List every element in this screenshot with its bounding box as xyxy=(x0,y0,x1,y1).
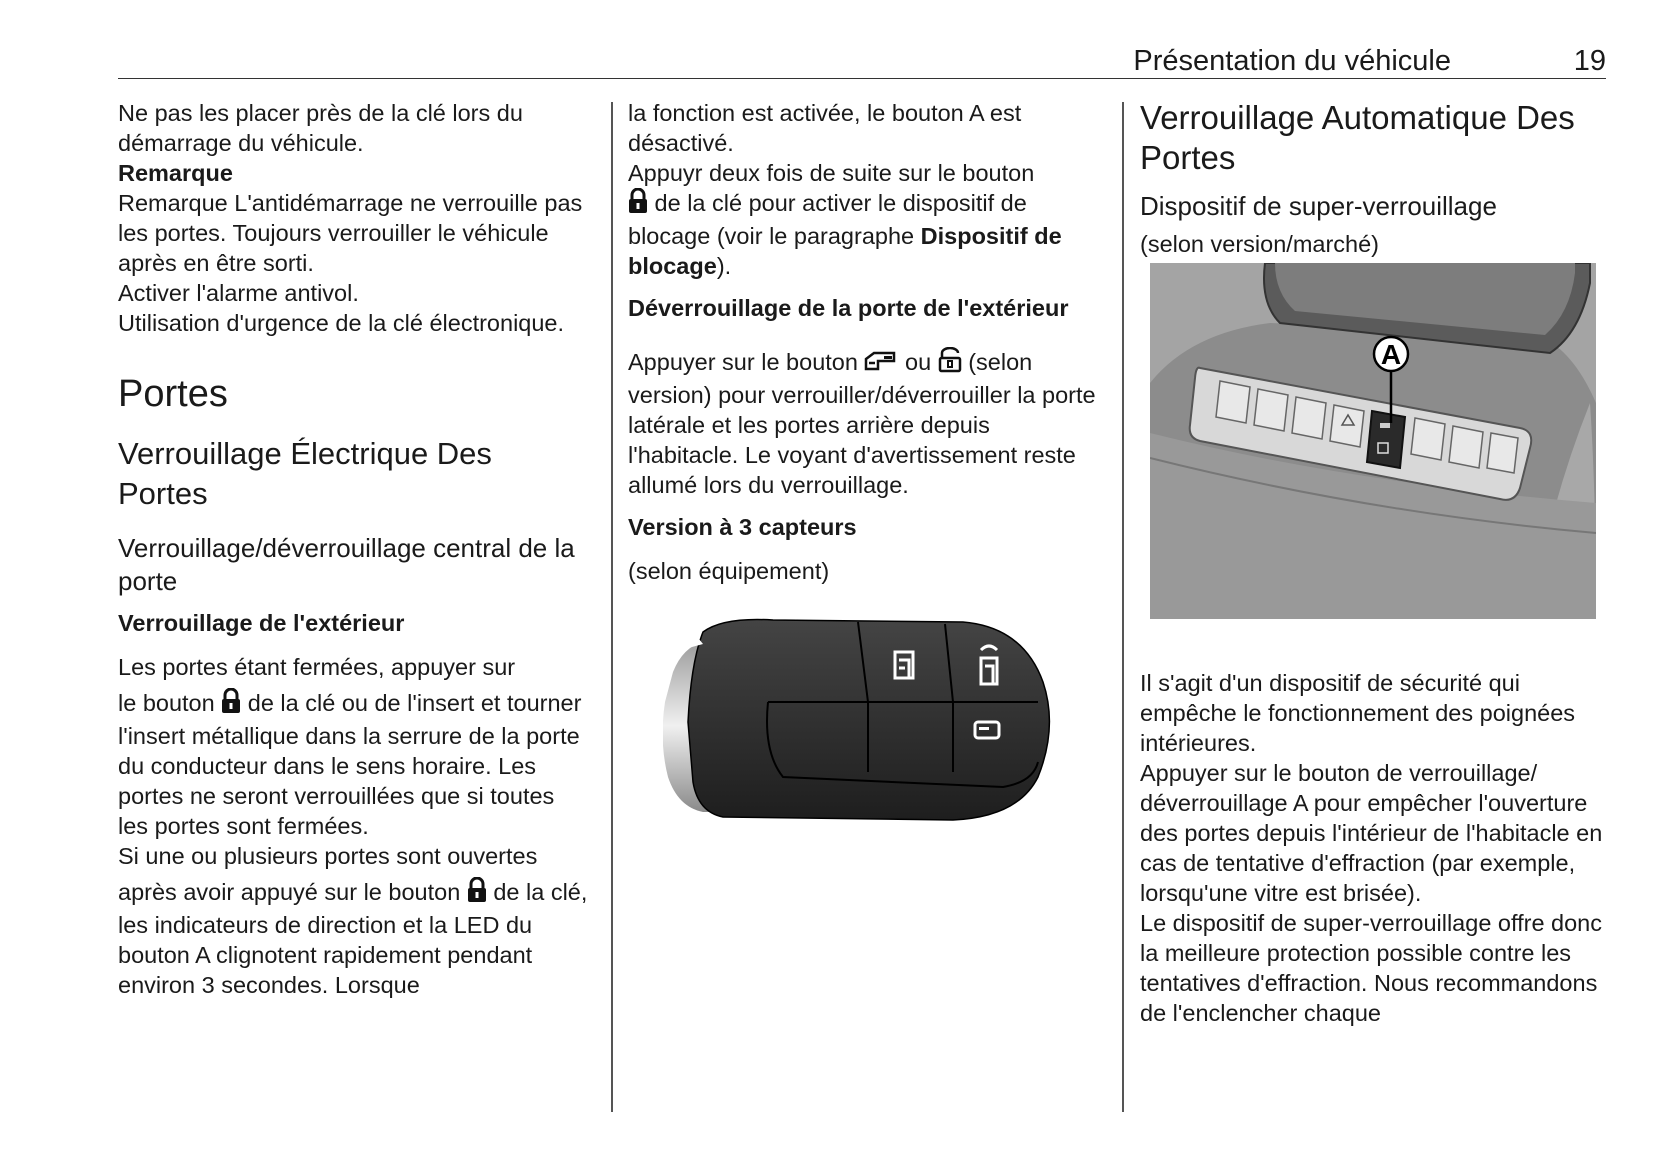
heading-central-locking: Verrouillage/déverrouillage central de la porte xyxy=(118,533,575,596)
heading-electric-locking: Verrouillage Électrique Des Portes xyxy=(118,436,492,511)
para-function-active: la fonction est activée, le bouton A est désactivé. xyxy=(628,100,1022,156)
para-version-market: (selon version/marché) xyxy=(1140,231,1380,257)
text-fragment: Appuyr deux fois de suite sur le bouton xyxy=(628,160,1035,186)
alarm-text: Activer l'alarme antivol. xyxy=(118,280,359,306)
para-best-protection: Le dispositif de super-verrouillage offre donc la meilleure protection possible contre les tentatives d'effraction. Nous recommandons de l'enclencher chaque xyxy=(1140,910,1603,1026)
open-door-icon xyxy=(938,347,962,380)
para-open-doors: Si une ou plusieurs portes sont ouvertes xyxy=(118,843,538,869)
para-press-button-a: Appuyer sur le bouton de verrouillage/ déverrouillage A pour empêcher l'ouverture des portes depuis l'intérieur de l'habitacle en cas de tentative d'effraction (par exemple, lorsqu'une vitre est brisée). xyxy=(1140,760,1603,906)
column-divider xyxy=(1122,102,1124,1112)
figure-label-a: A xyxy=(1380,339,1402,370)
lock-icon xyxy=(467,877,487,910)
column-3 xyxy=(1140,98,1610,1028)
text-fragment: le bouton xyxy=(118,690,215,716)
para-indicators xyxy=(118,877,588,1000)
heading-super-locking: Dispositif de super-verrouillage xyxy=(1140,191,1497,221)
remark-title: Remarque xyxy=(118,160,233,186)
text-fragment: Dispositif de blocage xyxy=(628,223,1062,279)
para-lock-button xyxy=(118,688,588,841)
para-security-device: Il s'agit d'un dispositif de sécurité qui empêche le fonctionnement des poignées intérieures. xyxy=(1140,670,1576,756)
text-fragment: ). xyxy=(716,253,732,279)
text-fragment: (selon version) pour verrouiller/déverrouiller la porte latérale et les portes arrière depuis l'habitacle. Le voyant d'avertissement reste allumé lors du verrouillage. xyxy=(628,349,1096,498)
dashboard-switch-figure xyxy=(1150,263,1610,626)
column-divider xyxy=(611,102,613,1112)
text-fragment: Appuyer sur le bouton xyxy=(628,349,858,375)
heading-3-sensor-version: Version à 3 capteurs xyxy=(628,514,857,540)
para-double-press xyxy=(628,158,1098,281)
para-equipment: (selon équipement) xyxy=(628,558,830,584)
para-closed-doors: Les portes étant fermées, appuyer sur xyxy=(118,654,516,680)
text-fragment: ou xyxy=(905,349,932,375)
column-2 xyxy=(628,98,1098,839)
lock-icon xyxy=(221,688,241,721)
page-header xyxy=(118,44,1606,79)
page-number: 19 xyxy=(1573,45,1606,77)
section-title: Présentation du véhicule xyxy=(1133,45,1451,77)
text-fragment: de la clé pour activer le dispositif de blocage (voir le paragraphe xyxy=(628,190,1027,249)
key-fob-figure xyxy=(663,612,1098,839)
emergency-text: Utilisation d'urgence de la clé électronique. xyxy=(118,310,565,336)
lock-switch-button xyxy=(1367,411,1405,468)
intro-text: Ne pas les placer près de la clé lors du démarrage du véhicule. xyxy=(118,100,523,156)
text-fragment: de la clé ou de l'insert et tourner l'insert métallique dans la serrure de la porte du conducteur dans le sens horaire. Les portes ne seront verrouillées que si toutes les portes sont fermées. xyxy=(118,690,582,839)
heading-exterior-unlocking: Déverrouillage de la porte de l'extérieur xyxy=(628,295,1069,321)
heading-exterior-locking: Verrouillage de l'extérieur xyxy=(118,610,405,636)
text-fragment: de la clé, les indicateurs de direction et la LED du bouton A clignotent rapidement pendant environ 3 secondes. Lorsque xyxy=(118,879,588,998)
rear-door-icon xyxy=(864,349,898,380)
lock-icon xyxy=(628,188,648,221)
heading-auto-locking: Verrouillage Automatique Des Portes xyxy=(1140,99,1575,176)
remark-text: Remarque L'antidémarrage ne verrouille pas les portes. Toujours verrouiller le véhicule après en être sorti. xyxy=(118,190,583,276)
column-1 xyxy=(118,98,588,1000)
para-unlock-button xyxy=(628,347,1098,500)
text-fragment: après avoir appuyé sur le bouton xyxy=(118,879,461,905)
heading-portes: Portes xyxy=(118,373,228,415)
